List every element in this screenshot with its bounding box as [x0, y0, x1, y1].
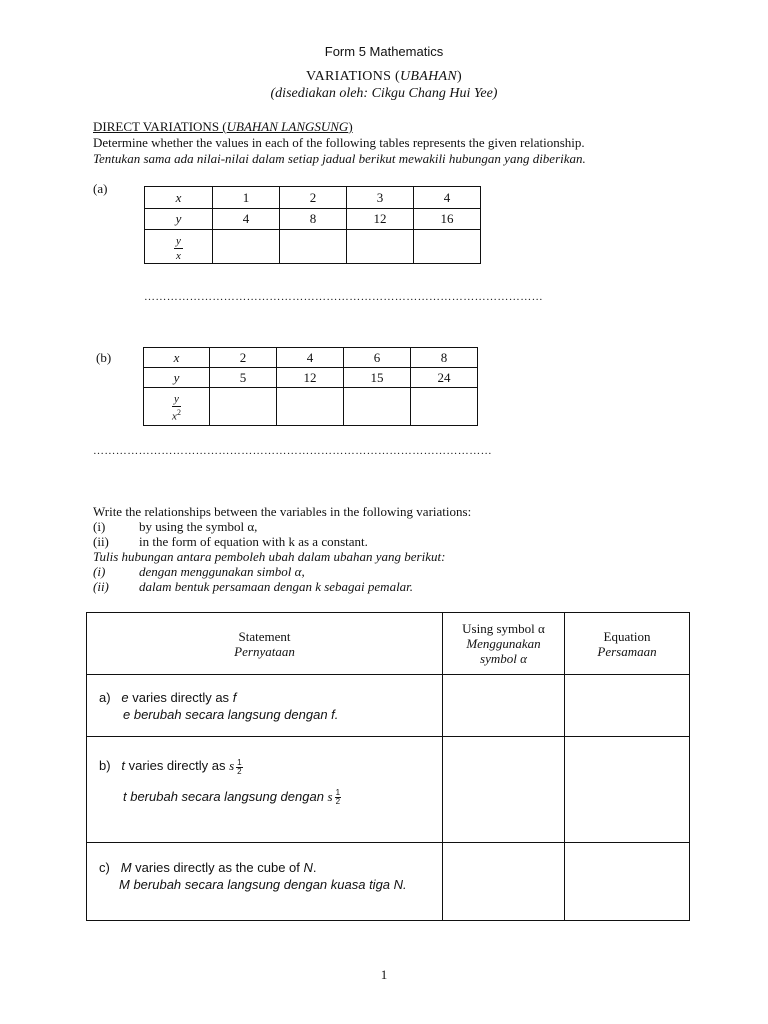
header-statement-english: Statement [238, 628, 291, 644]
instruction-item [93, 564, 471, 579]
item-marker: (ii) [93, 579, 109, 594]
header-equation-malay: Persamaan [597, 643, 657, 659]
item-text: by using the symbol α, [139, 519, 258, 534]
item-text: in the form of equation with k as a constant. [139, 534, 368, 549]
variable: e [121, 690, 129, 705]
item-text: dalam bentuk persamaan dengan k sebagai pemalar. [139, 579, 414, 594]
table-a [144, 186, 481, 264]
table-a-x-label: x [145, 187, 213, 209]
heading-close: ) [348, 119, 353, 134]
relationships-intro-malay: Tulis hubungan antara pemboleh ubah dalam ubahan yang berikut: [93, 549, 446, 564]
symbol-answer-cell[interactable] [443, 843, 565, 921]
table-b-cell: 8 [411, 348, 478, 368]
row-marker: a) [99, 690, 111, 705]
equation-answer-cell[interactable] [565, 843, 690, 921]
table-a-cell: 4 [213, 209, 280, 230]
variable: f [232, 690, 237, 705]
title-close: ) [457, 69, 462, 84]
header-symbol-malay: Menggunakan [466, 636, 541, 651]
exponent-numerator: 1 [237, 757, 242, 767]
item-text: dengan menggunakan simbol α, [139, 564, 305, 579]
heading-main: DIRECT VARIATIONS ( [93, 119, 227, 134]
relationships-intro-english: Write the relationships between the variables in the following variations: [93, 504, 472, 519]
exponent-denominator: 2 [237, 766, 242, 776]
table-b-answer-cell[interactable] [411, 388, 478, 426]
variable: t [121, 758, 126, 773]
statement-row-c [87, 843, 443, 921]
exponent-numerator: 1 [335, 788, 341, 798]
table-b-ratio-label [144, 388, 210, 426]
statement-text-malay-body: t berubah secara langsung dengan [123, 788, 328, 804]
table-a-cell: 4 [414, 187, 481, 209]
statement-text-english: varies directly as [128, 690, 233, 705]
document-title [0, 69, 768, 85]
table-b-cell: 4 [277, 348, 344, 368]
table-a-answer-cell[interactable] [280, 230, 347, 264]
heading-malay: UBAHAN LANGSUNG [226, 119, 349, 134]
header-symbol-english: Using symbol α [462, 621, 545, 636]
statement-period: . [312, 860, 317, 875]
variable: s [327, 788, 333, 804]
ratio-fraction [172, 394, 181, 423]
table-a-cell: 16 [414, 209, 481, 230]
table-b-answer-line[interactable]: …………………………………………………………………………………………… [93, 445, 492, 457]
statement-text-english: varies directly as the cube of [131, 860, 304, 875]
table-a-answer-cell[interactable] [213, 230, 280, 264]
instruction-english: Determine whether the values in each of the following tables represents the given relationship. [93, 135, 585, 150]
title-main: VARIATIONS ( [306, 69, 400, 84]
table-b-cell: 15 [344, 368, 411, 388]
exponent-fraction [236, 759, 242, 776]
header-statement-malay: Pernyataan [234, 643, 295, 659]
statement-row-b [87, 737, 443, 843]
ratio-numerator: y [176, 234, 181, 247]
table-b-y-label: y [144, 368, 210, 388]
question-b-marker: (b) [96, 350, 112, 365]
table-a-cell: 2 [280, 187, 347, 209]
table-b-answer-cell[interactable] [277, 388, 344, 426]
row-marker: c) [99, 860, 110, 875]
table-a-answer-line[interactable]: …………………………………………………………………………………………… [144, 291, 543, 303]
row-marker: b) [99, 758, 111, 773]
title-malay: UBAHAN [399, 69, 457, 84]
table-a-cell: 1 [213, 187, 280, 209]
table-a-ratio-label [145, 230, 213, 264]
statement-text-english: varies directly as [125, 758, 230, 773]
item-marker: (i) [93, 519, 106, 534]
statement-text-malay: e berubah secara langsung dengan f. [123, 707, 339, 722]
ratio-denominator: x [176, 249, 181, 262]
header-symbol-malay: symbol α [480, 651, 527, 666]
instruction-item [93, 534, 471, 549]
table-b-answer-cell[interactable] [210, 388, 277, 426]
ratio-fraction [174, 236, 183, 262]
ratio-denominator-exponent: 2 [176, 408, 181, 418]
header-equation-english: Equation [603, 628, 651, 644]
item-marker: (i) [93, 564, 106, 579]
symbol-answer-cell[interactable] [443, 675, 565, 737]
header-subject: Form 5 Mathematics [324, 44, 444, 59]
table-b-cell: 24 [411, 368, 478, 388]
instruction-item [93, 519, 471, 534]
statement-row-a [87, 675, 443, 737]
table-a-y-label: y [145, 209, 213, 230]
table-a-answer-cell[interactable] [347, 230, 414, 264]
question-a-marker: (a) [93, 181, 108, 196]
document-author: (disediakan oleh: Cikgu Chang Hui Yee) [270, 86, 498, 101]
symbol-answer-cell[interactable] [443, 737, 565, 843]
section-heading [93, 119, 353, 135]
table-b [143, 347, 478, 426]
page-number: 1 [380, 967, 388, 982]
equation-answer-cell[interactable] [565, 675, 690, 737]
table-a-answer-cell[interactable] [414, 230, 481, 264]
table-b-x-label: x [144, 348, 210, 368]
statement-table [86, 612, 690, 921]
relationships-instructions [93, 504, 471, 594]
statement-text-malay [99, 788, 442, 807]
ratio-denominator [172, 407, 181, 423]
table-b-answer-cell[interactable] [344, 388, 411, 426]
ratio-numerator: y [174, 393, 179, 406]
exponent-fraction [335, 789, 341, 806]
ratio-denominator-base: x [172, 410, 177, 423]
header-statement [87, 613, 443, 675]
exponent-denominator: 2 [335, 797, 341, 807]
header-equation [565, 613, 690, 675]
table-a-cell: 8 [280, 209, 347, 230]
table-a-cell: 12 [347, 209, 414, 230]
equation-answer-cell[interactable] [565, 737, 690, 843]
header-symbol [443, 613, 565, 675]
table-b-cell: 2 [210, 348, 277, 368]
instruction-malay: Tentukan sama ada nilai-nilai dalam setiap jadual berikut mewakili hubungan yang diberikan. [93, 151, 586, 166]
instruction-item [93, 579, 471, 594]
table-b-cell: 6 [344, 348, 411, 368]
variable: M [120, 860, 132, 875]
item-marker: (ii) [93, 534, 109, 549]
variable: s [229, 758, 235, 773]
table-a-cell: 3 [347, 187, 414, 209]
variable: N [303, 860, 313, 875]
table-b-cell: 12 [277, 368, 344, 388]
table-b-cell: 5 [210, 368, 277, 388]
statement-text-malay: M berubah secara langsung dengan kuasa tiga N. [119, 877, 407, 892]
